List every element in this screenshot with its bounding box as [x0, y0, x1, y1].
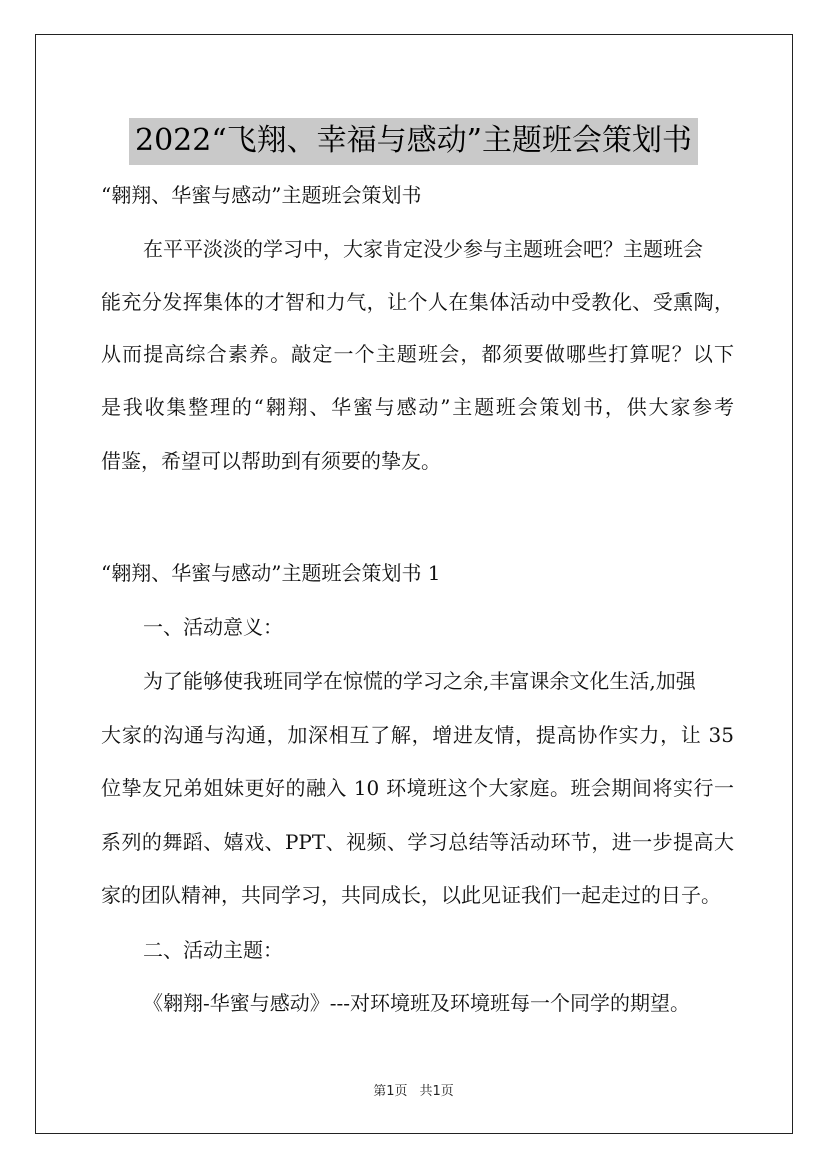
document-subtitle: “翱翔、华蜜与感动”主题班会策划书 — [101, 183, 422, 207]
section-heading: “翱翔、华蜜与感动”主题班会策划书 1 — [101, 561, 441, 585]
part1-line-3: 位挚友兄弟姐妹更好的融入 10 环境班这个大家庭。班会期间将实行一 — [101, 776, 734, 800]
document-title: 2022“飞翔、幸福与感动”主题班会策划书 — [129, 118, 698, 165]
page-footer — [0, 1084, 827, 1100]
part2-line: 《翱翔-华蜜与感动》---对环境班及环境班每一个同学的期望。 — [143, 991, 691, 1015]
intro-line-1: 在平平淡淡的学习中，大家肯定没少参与主题班会吧？主题班会 — [143, 237, 703, 261]
part1-line-5: 家的团队精神，共同学习，共同成长，以此见证我们一起走过的日子。 — [101, 883, 721, 907]
part1-line-1: 为了能够使我班同学在惊慌的学习之余,丰富课余文化生活,加强 — [143, 669, 696, 693]
part2-heading: 二、活动主题： — [143, 938, 283, 962]
intro-line-4: 是我收集整理的“翱翔、华蜜与感动”主题班会策划书，供大家参考 — [101, 395, 734, 419]
part1-line-2: 大家的沟通与沟通，加深相互了解，增进友情，提高协作实力，让 35 — [101, 723, 734, 747]
intro-line-5: 借鉴，希望可以帮助到有须要的挚友。 — [101, 449, 441, 473]
title-container — [0, 98, 827, 185]
page-number: 第1页 — [373, 1084, 408, 1099]
page-total: 共1页 — [419, 1084, 454, 1099]
intro-line-3: 从而提高综合素养。敲定一个主题班会，都须要做哪些打算呢？以下 — [101, 342, 734, 366]
part1-heading: 一、活动意义： — [143, 615, 283, 639]
intro-line-2: 能充分发挥集体的才智和力气，让个人在集体活动中受教化、受熏陶， — [101, 290, 734, 314]
part1-line-4: 系列的舞蹈、嬉戏、PPT、视频、学习总结等活动环节，进一步提高大 — [101, 830, 734, 854]
